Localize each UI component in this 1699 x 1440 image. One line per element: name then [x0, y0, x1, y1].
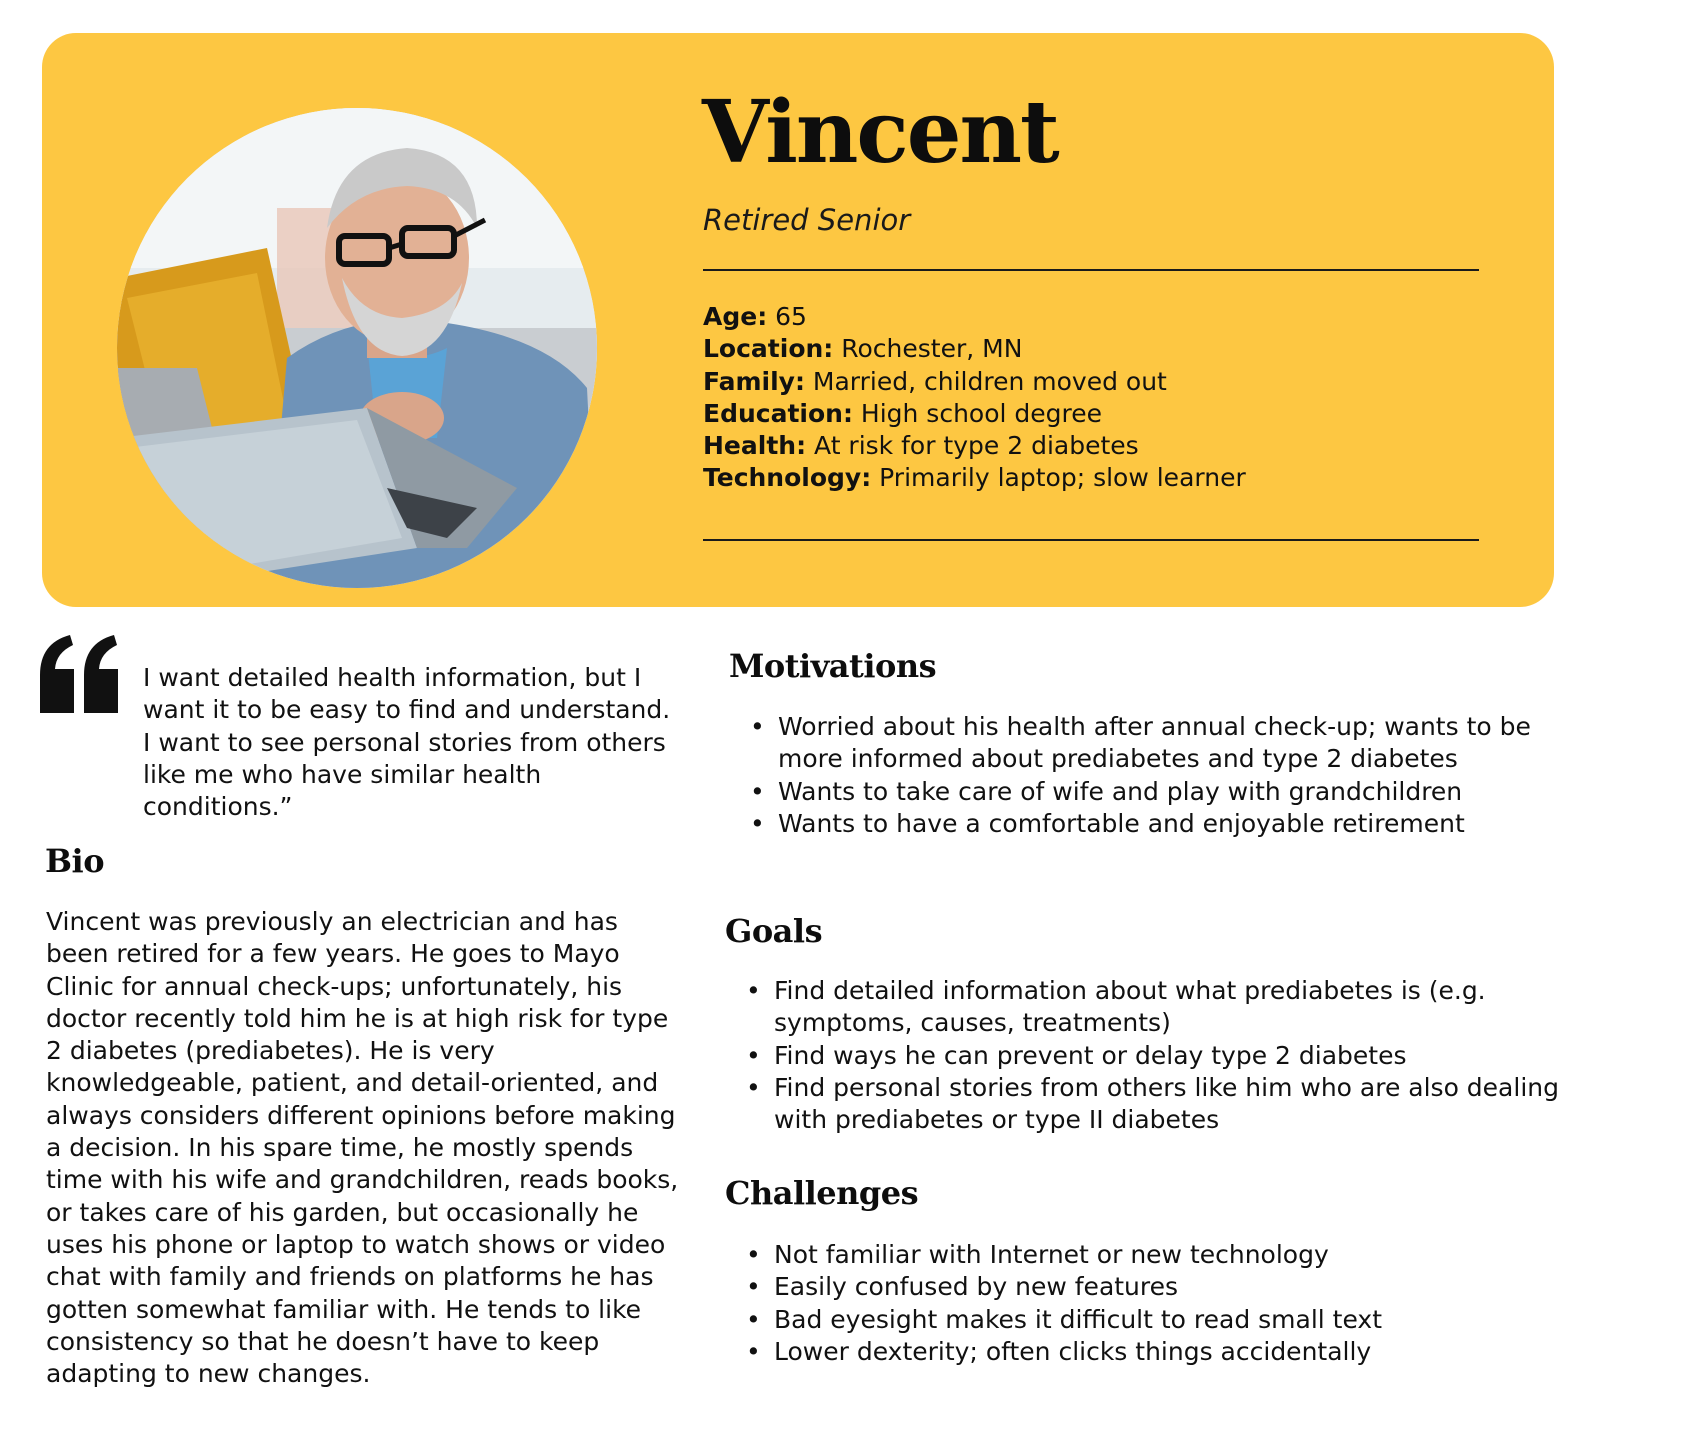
list-item: • Wants to have a comfortable and enjoyable retirement: [748, 808, 1568, 840]
bio-text: Vincent was previously an electrician and has been retired for a few years. He goes to Mayo Clinic for annual check-ups; unfortunately, his doctor recently told him he is at high risk for type 2 diabetes (prediabetes). He is very knowledgeable, patient, and detail-oriented, and always considers different opinions before making a decision. In his spare time, he mostly spends time with his wife and grandchildren, reads books, or takes care of his garden, but occasionally he uses his phone or laptop to watch shows or video chat with family and friends on platforms he has gotten somewhat familiar with. He tends to like consistency so that he doesn’t have to keep adapting to new changes.: [46, 907, 679, 1389]
persona-photo: [117, 108, 597, 588]
persona-role: Retired Senior: [703, 203, 911, 237]
fact-value: Married, children moved out: [804, 366, 1167, 396]
fact-health: [703, 430, 1246, 462]
fact-location: [703, 333, 1246, 365]
fact-value: 65: [767, 302, 807, 331]
list-item: • Worried about his health after annual check-up; wants to be more informed about prediabetes and type 2 diabetes: [748, 711, 1568, 776]
fact-technology: [703, 462, 1246, 494]
goals-list: [744, 975, 1564, 1136]
list-item: • Find ways he can prevent or delay type 2 diabetes: [744, 1040, 1564, 1072]
fact-education: [703, 398, 1246, 430]
persona-name: Vincent: [702, 82, 1058, 183]
motivations-list: [748, 711, 1568, 840]
list-item: • Bad eyesight makes it difficult to read small text: [744, 1304, 1564, 1336]
persona-facts: [703, 301, 1246, 495]
persona-quote: I want detailed health information, but I want it to be easy to find and understand. I want to see personal stories from others like me who have similar health conditions.”: [143, 663, 671, 822]
fact-label: Age:: [703, 302, 768, 331]
quote-icon: [40, 635, 120, 713]
fact-age: [703, 301, 1246, 333]
fact-value: Rochester, MN: [833, 334, 1023, 364]
fact-label: Family:: [703, 366, 805, 396]
divider-top: [703, 269, 1479, 271]
fact-label: Health:: [703, 431, 807, 461]
list-item: • Easily confused by new features: [744, 1271, 1564, 1303]
list-item: • Find detailed information about what prediabetes is (e.g. symptoms, causes, treatments): [744, 975, 1564, 1040]
motivations-heading: Motivations: [729, 647, 937, 685]
goals-heading: Goals: [725, 912, 823, 950]
persona-header-card: [42, 33, 1554, 607]
list-item: • Lower dexterity; often clicks things accidentally: [744, 1336, 1564, 1368]
fact-value: Primarily laptop; slow learner: [871, 463, 1246, 493]
bio-heading: Bio: [45, 842, 105, 880]
fact-value: At risk for type 2 diabetes: [806, 431, 1139, 461]
persona-photo-illustration: [117, 108, 597, 588]
list-item: • Wants to take care of wife and play with grandchildren: [748, 776, 1568, 808]
fact-label: Education:: [703, 398, 853, 428]
challenges-list: [744, 1239, 1564, 1368]
fact-label: Technology:: [703, 463, 872, 493]
fact-label: Location:: [703, 334, 834, 364]
list-item: • Find personal stories from others like him who are also dealing with prediabetes or type II diabetes: [744, 1072, 1564, 1137]
fact-family: [703, 366, 1246, 398]
divider-bottom: [703, 539, 1479, 541]
list-item: • Not familiar with Internet or new technology: [744, 1239, 1564, 1271]
challenges-heading: Challenges: [725, 1174, 919, 1212]
fact-value: High school degree: [852, 398, 1103, 428]
